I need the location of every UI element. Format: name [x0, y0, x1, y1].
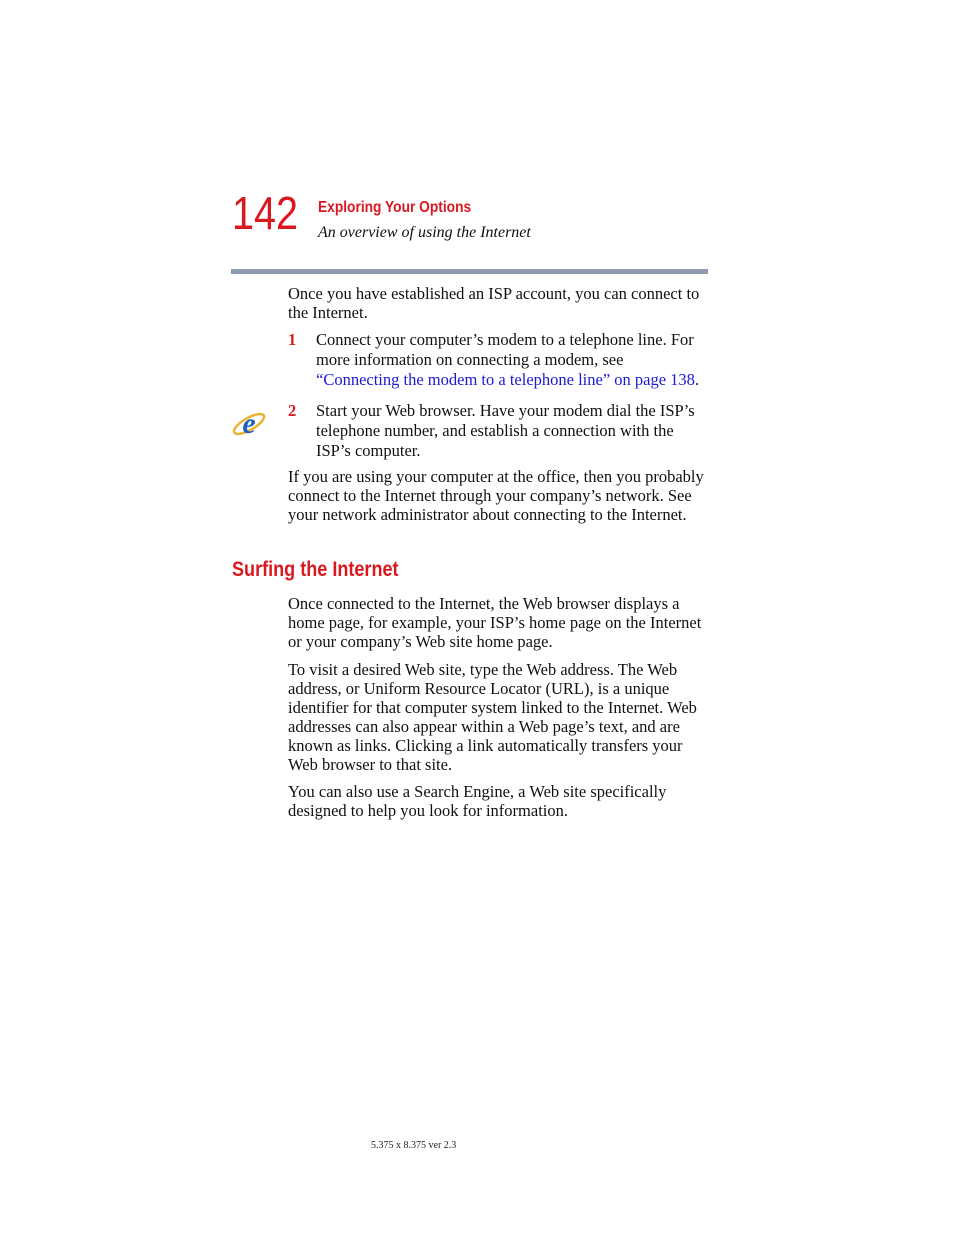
step-text — [316, 330, 708, 390]
office-text: If you are using your computer at the office, then you probably connect to the Internet through your company’s network. See your network administrator about connecting to the Internet. — [288, 467, 704, 524]
cross-reference-link[interactable]: “Connecting the modem to a telephone line” on page 138 — [316, 370, 695, 389]
step-2 — [288, 401, 708, 461]
page-number: 142 — [232, 187, 299, 239]
intro-paragraph — [288, 284, 708, 322]
step-text: Start your Web browser. Have your modem dial the ISP’s telephone number, and establish a connection with the ISP’s computer. — [316, 401, 695, 460]
footer-version: 5.375 x 8.375 ver 2.3 — [371, 1140, 457, 1151]
step-text-after: . — [694, 370, 700, 389]
surfing-paragraph-2 — [288, 660, 708, 774]
header-rule — [231, 269, 708, 274]
step-number: 1 — [288, 330, 297, 349]
step-number: 2 — [288, 401, 297, 420]
step-1 — [288, 330, 708, 390]
paragraph-text: You can also use a Search Engine, a Web site specifically designed to help you look for information. — [288, 782, 667, 820]
chapter-title: Exploring Your Options — [318, 199, 472, 216]
office-paragraph — [288, 467, 708, 524]
paragraph-text: Once connected to the Internet, the Web browser displays a home page, for example, your ISP’s home page on the Internet or your company’s Web site home page. — [288, 594, 702, 651]
svg-text:e: e — [242, 407, 256, 440]
surfing-paragraph-1 — [288, 594, 708, 651]
intro-text: Once you have established an ISP account, you can connect to the Internet. — [288, 284, 700, 322]
step-text-before: Connect your computer’s modem to a telephone line. For more information on connecting a modem, see — [316, 330, 694, 369]
internet-explorer-icon — [230, 405, 268, 441]
paragraph-text: To visit a desired Web site, type the Web address. The Web address, or Uniform Resource Locator (URL), is a unique identifier for that computer system linked to the Internet. Web addresses can also appear within a Web page’s text, and are known as links. Clicking a link automatically transfers your Web browser to that site. — [288, 660, 697, 774]
section-heading: Surfing the Internet — [232, 558, 399, 581]
section-subtitle: An overview of using the Internet — [318, 224, 531, 241]
surfing-paragraph-3 — [288, 782, 708, 820]
